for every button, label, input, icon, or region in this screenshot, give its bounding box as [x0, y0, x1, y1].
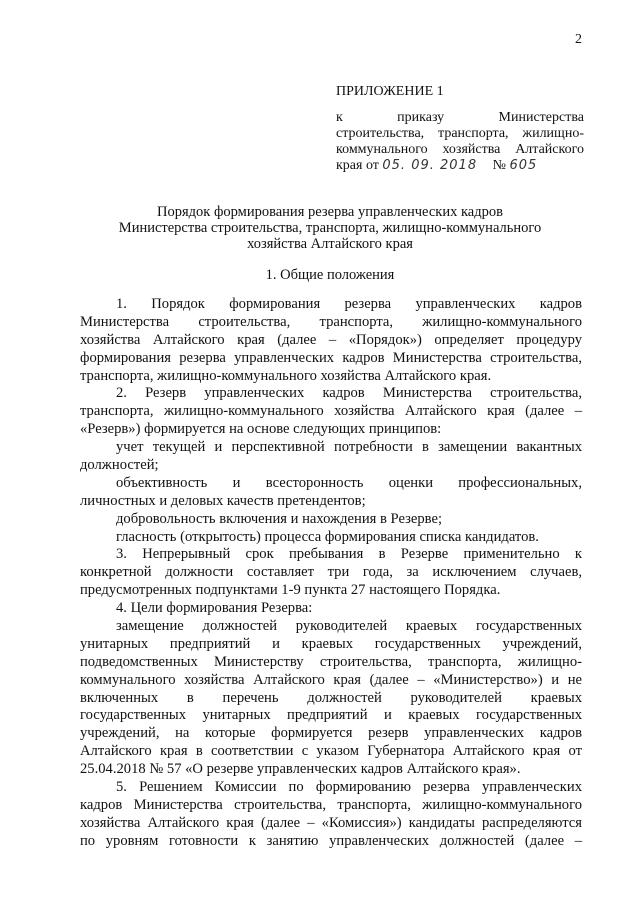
- body-line: учреждений, на которые формируется резерв управленческих кадров: [80, 725, 582, 742]
- handwritten-number: 605: [509, 158, 538, 173]
- body-line: транспорта, жилищно-коммунального хозяйства Алтайского края (далее –: [80, 403, 582, 420]
- body-line: включенных в перечень должностей руководителей краевых: [80, 689, 582, 706]
- order-line-1: к приказу Министерства: [336, 110, 584, 125]
- body-line: формирования резерва управленческих кадров Министерства строительства,: [80, 349, 582, 366]
- body-line: 3. Непрерывный срок пребывания в Резерве применительно к: [116, 546, 582, 563]
- body-line: конкретной должности составляет три года, за исключением случаев,: [80, 564, 582, 581]
- appendix-order-reference: [336, 110, 584, 174]
- body-line: гласность (открытость) процесса формирования списка кандидатов.: [116, 528, 539, 545]
- page-number: 2: [575, 32, 582, 47]
- body-line: 2. Резерв управленческих кадров Министерства строительства,: [116, 385, 582, 402]
- title-line-3: хозяйства Алтайского края: [247, 236, 413, 252]
- body-line: хозяйства Алтайского края (далее – «Порядок») определяет процедуру: [80, 331, 582, 348]
- body-line: подведомственных Министерству строительства, транспорта, жилищно-: [80, 653, 582, 670]
- body-line: по уровням готовности к занятию управленческих должностей (далее –: [80, 832, 582, 849]
- document-body: [80, 296, 582, 851]
- order-line-4: [336, 158, 584, 174]
- body-line: унитарных предприятий и краевых государственных учреждений,: [80, 635, 582, 652]
- body-line: кадров Министерства строительства, транспорта, жилищно-коммунального: [80, 796, 582, 813]
- body-line: должностей;: [80, 457, 159, 474]
- body-line: 4. Цели формирования Резерва:: [116, 600, 313, 617]
- body-line: замещение должностей руководителей краевых государственных: [116, 618, 582, 635]
- body-line: 5. Решением Комиссии по формированию резерва управленческих: [116, 779, 582, 796]
- body-line: государственных унитарных предприятий и краевых государственных: [80, 707, 582, 724]
- body-line: хозяйства Алтайского края (далее – «Комиссия») кандидаты распределяются: [80, 814, 582, 831]
- body-line: объективность и всесторонность оценки профессиональных,: [116, 474, 582, 491]
- body-line: 25.04.2018 № 57 «О резерве управленческих кадров Алтайского края».: [80, 761, 521, 778]
- order-line-3: коммунального хозяйства Алтайского: [336, 142, 584, 157]
- body-line: 1. Порядок формирования резерва управленческих кадров: [116, 296, 582, 312]
- document-title: [80, 204, 580, 252]
- title-line-2: Министерства строительства, транспорта, жилищно-коммунального: [118, 220, 542, 236]
- body-line: транспорта, жилищно-коммунального хозяйства Алтайского края.: [80, 367, 492, 384]
- title-line-1: Порядок формирования резерва управленческих кадров: [157, 204, 503, 220]
- body-line: личностных и деловых качеств претендентов;: [80, 492, 366, 509]
- appendix-title: ПРИЛОЖЕНИЕ 1: [336, 84, 444, 99]
- body-line: предусмотренных подпунктами 1-9 пункта 27 настоящего Порядка.: [80, 582, 501, 599]
- body-line: учет текущей и перспективной потребности в замещении вакантных: [116, 439, 582, 456]
- order-line-2: строительства, транспорта, жилищно-: [336, 126, 584, 141]
- section-heading: 1. Общие положения: [265, 267, 395, 283]
- order-date-prefix: края от: [336, 158, 379, 173]
- handwritten-date: 05. 09. 2018: [382, 158, 478, 173]
- body-line: коммунального хозяйства Алтайского края (далее – «Министерство») и не: [80, 671, 582, 688]
- body-line: Министерства строительства, транспорта, жилищно-коммунального: [80, 313, 582, 330]
- body-line: Алтайского края в соответствии с указом Губернатора Алтайского края от: [80, 743, 582, 760]
- body-line: «Резерв») формируется на основе следующих принципов:: [80, 421, 442, 438]
- body-line: добровольность включения и нахождения в Резерве;: [116, 510, 442, 527]
- number-sign: №: [492, 158, 506, 173]
